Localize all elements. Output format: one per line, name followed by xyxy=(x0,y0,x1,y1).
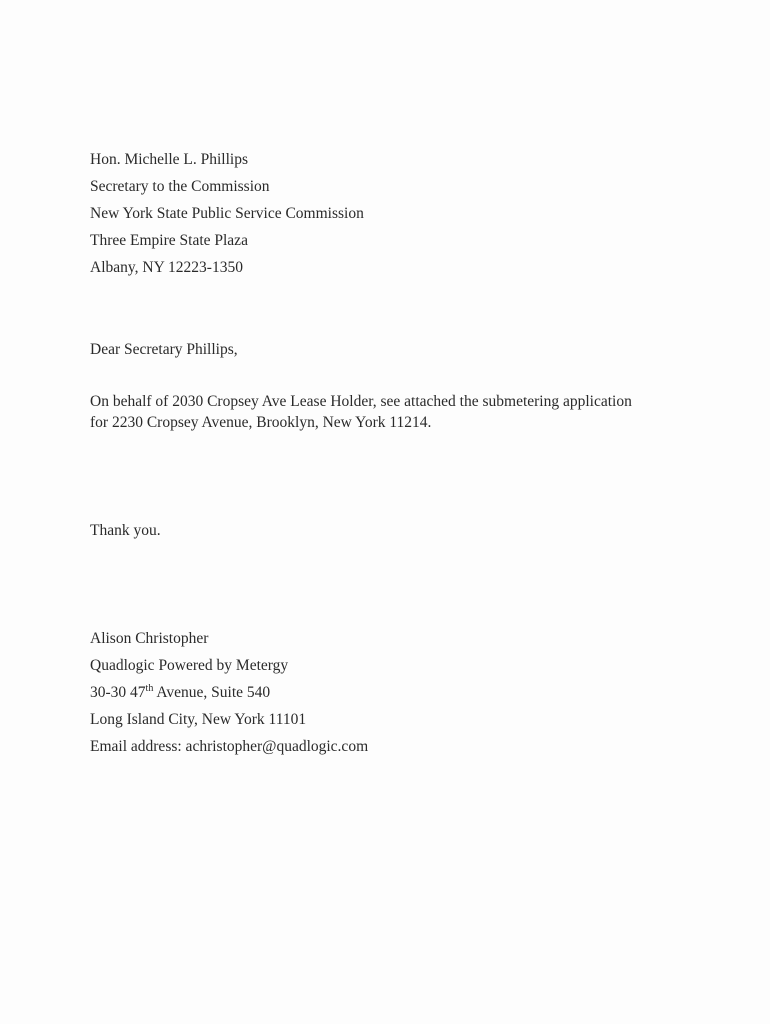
signature-email: Email address: achristopher@quadlogic.com xyxy=(90,738,369,755)
signature-name: Alison Christopher xyxy=(90,630,209,647)
addressee-name: Hon. Michelle L. Phillips xyxy=(90,151,249,168)
addressee-street: Three Empire State Plaza xyxy=(90,232,248,249)
addressee-title: Secretary to the Commission xyxy=(90,178,270,195)
address-ordinal-suffix: th xyxy=(145,682,154,694)
addressee-organization: New York State Public Service Commission xyxy=(90,205,364,222)
addressee-city: Albany, NY 12223-1350 xyxy=(90,259,243,276)
body-line-1: On behalf of 2030 Cropsey Ave Lease Holder, see attached the submetering application xyxy=(90,393,632,410)
body-line-2: for 2230 Cropsey Avenue, Brooklyn, New York 11214. xyxy=(90,414,432,431)
addressee-block xyxy=(90,146,710,281)
signature-city: Long Island City, New York 11101 xyxy=(90,711,307,728)
signature-block xyxy=(90,625,710,760)
address-number: 30-30 47 xyxy=(90,684,146,701)
closing xyxy=(90,517,710,544)
closing-text: Thank you. xyxy=(90,522,161,539)
signature-company: Quadlogic Powered by Metergy xyxy=(90,657,289,674)
salutation xyxy=(90,336,710,363)
letter-body xyxy=(90,391,710,433)
address-rest: Avenue, Suite 540 xyxy=(153,684,271,701)
signature-address xyxy=(90,679,710,706)
salutation-text: Dear Secretary Phillips, xyxy=(90,341,238,358)
